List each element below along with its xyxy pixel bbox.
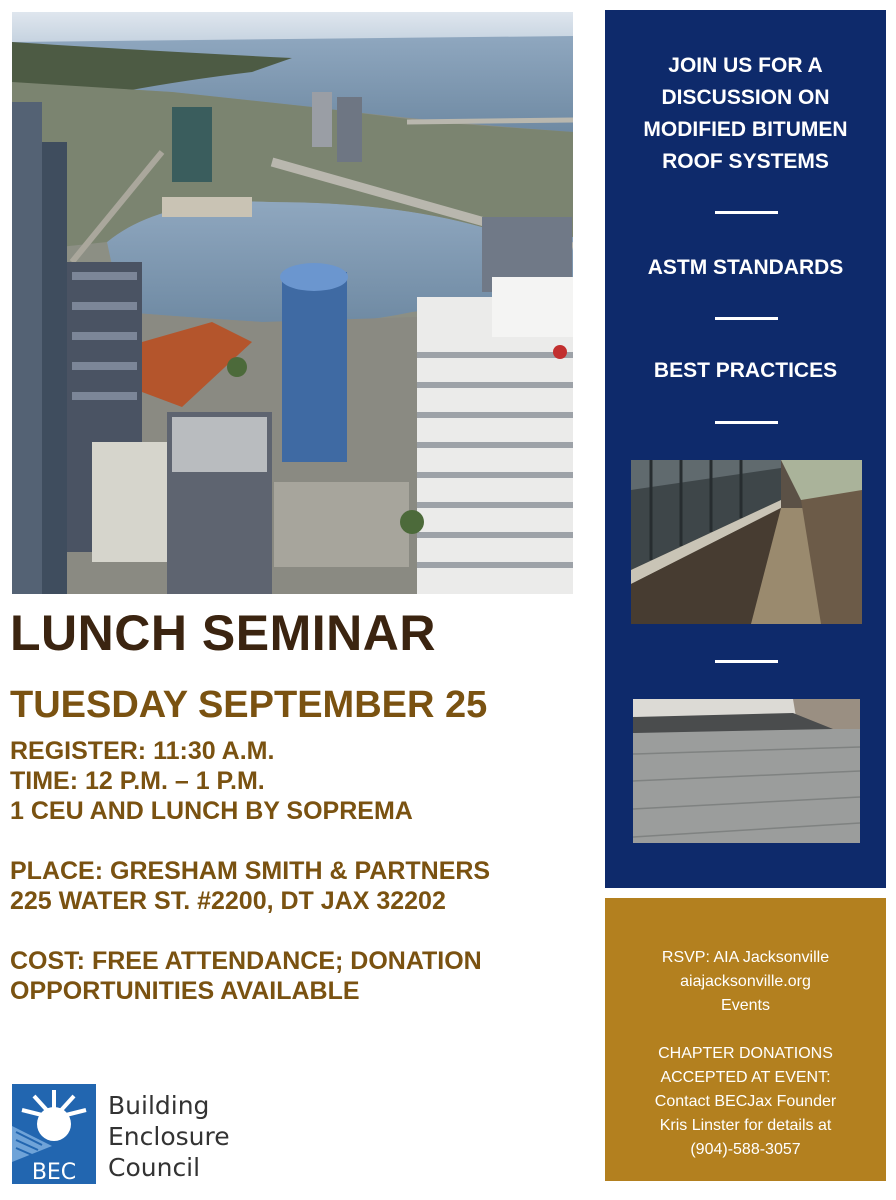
contact-line-2: Kris Linster for details at xyxy=(659,1117,832,1134)
contact-phone[interactable]: (904)-588-3057 xyxy=(690,1141,801,1158)
register-time: REGISTER: 11:30 A.M. xyxy=(10,737,275,765)
place-name: PLACE: GRESHAM SMITH & PARTNERS xyxy=(10,857,491,885)
bec-logo-line-1: Building xyxy=(108,1091,210,1120)
contact-line-1: Contact BECJax Founder xyxy=(654,1093,837,1110)
topic-best-practices: BEST PRACTICES xyxy=(653,359,838,382)
bec-logo-mark xyxy=(12,1084,96,1184)
divider xyxy=(715,660,778,663)
topic-astm: ASTM STANDARDS xyxy=(647,256,844,279)
rsvp-line-1: RSVP: AIA Jacksonville xyxy=(661,949,830,966)
rsvp-website-link[interactable]: aiajacksonville.org xyxy=(680,973,811,990)
event-date: TUESDAY SEPTEMBER 25 xyxy=(10,684,488,726)
donations-line-2: ACCEPTED AT EVENT: xyxy=(660,1069,831,1086)
foundation-wall-photo xyxy=(631,460,862,624)
cost-line-2: OPPORTUNITIES AVAILABLE xyxy=(10,977,360,1005)
roof-membrane-photo xyxy=(633,699,860,843)
bec-logo-line-3: Council xyxy=(108,1153,201,1182)
headline-line-1: JOIN US FOR A xyxy=(668,54,823,77)
event-details xyxy=(10,736,490,1006)
headline-line-3: MODIFIED BITUMEN xyxy=(643,118,848,141)
cost-line-1: COST: FREE ATTENDANCE; DONATION xyxy=(10,947,482,975)
rsvp-info xyxy=(605,946,886,1018)
bec-logo-wordmark xyxy=(108,1090,230,1183)
topics-headline xyxy=(605,50,886,178)
divider xyxy=(715,421,778,424)
headline-line-2: DISCUSSION ON xyxy=(661,86,830,109)
place-address: 225 WATER ST. #2200, DT JAX 32202 xyxy=(10,887,446,915)
bec-logo xyxy=(12,1084,252,1190)
donations-info xyxy=(605,1042,886,1162)
divider xyxy=(715,317,778,320)
rsvp-panel xyxy=(605,898,886,1181)
headline-line-4: ROOF SYSTEMS xyxy=(662,150,829,173)
hero-city-photo xyxy=(12,12,573,594)
bec-logo-abbr: BEC xyxy=(31,1160,77,1184)
event-time: TIME: 12 P.M. – 1 P.M. xyxy=(10,767,265,795)
topics-panel xyxy=(605,10,886,888)
divider xyxy=(715,211,778,214)
rsvp-line-3: Events xyxy=(721,997,770,1014)
bec-logo-line-2: Enclosure xyxy=(108,1122,230,1151)
event-title: LUNCH SEMINAR xyxy=(10,605,436,661)
donations-line-1: CHAPTER DONATIONS xyxy=(658,1045,833,1062)
ceu-sponsor: 1 CEU AND LUNCH BY SOPREMA xyxy=(10,797,413,825)
